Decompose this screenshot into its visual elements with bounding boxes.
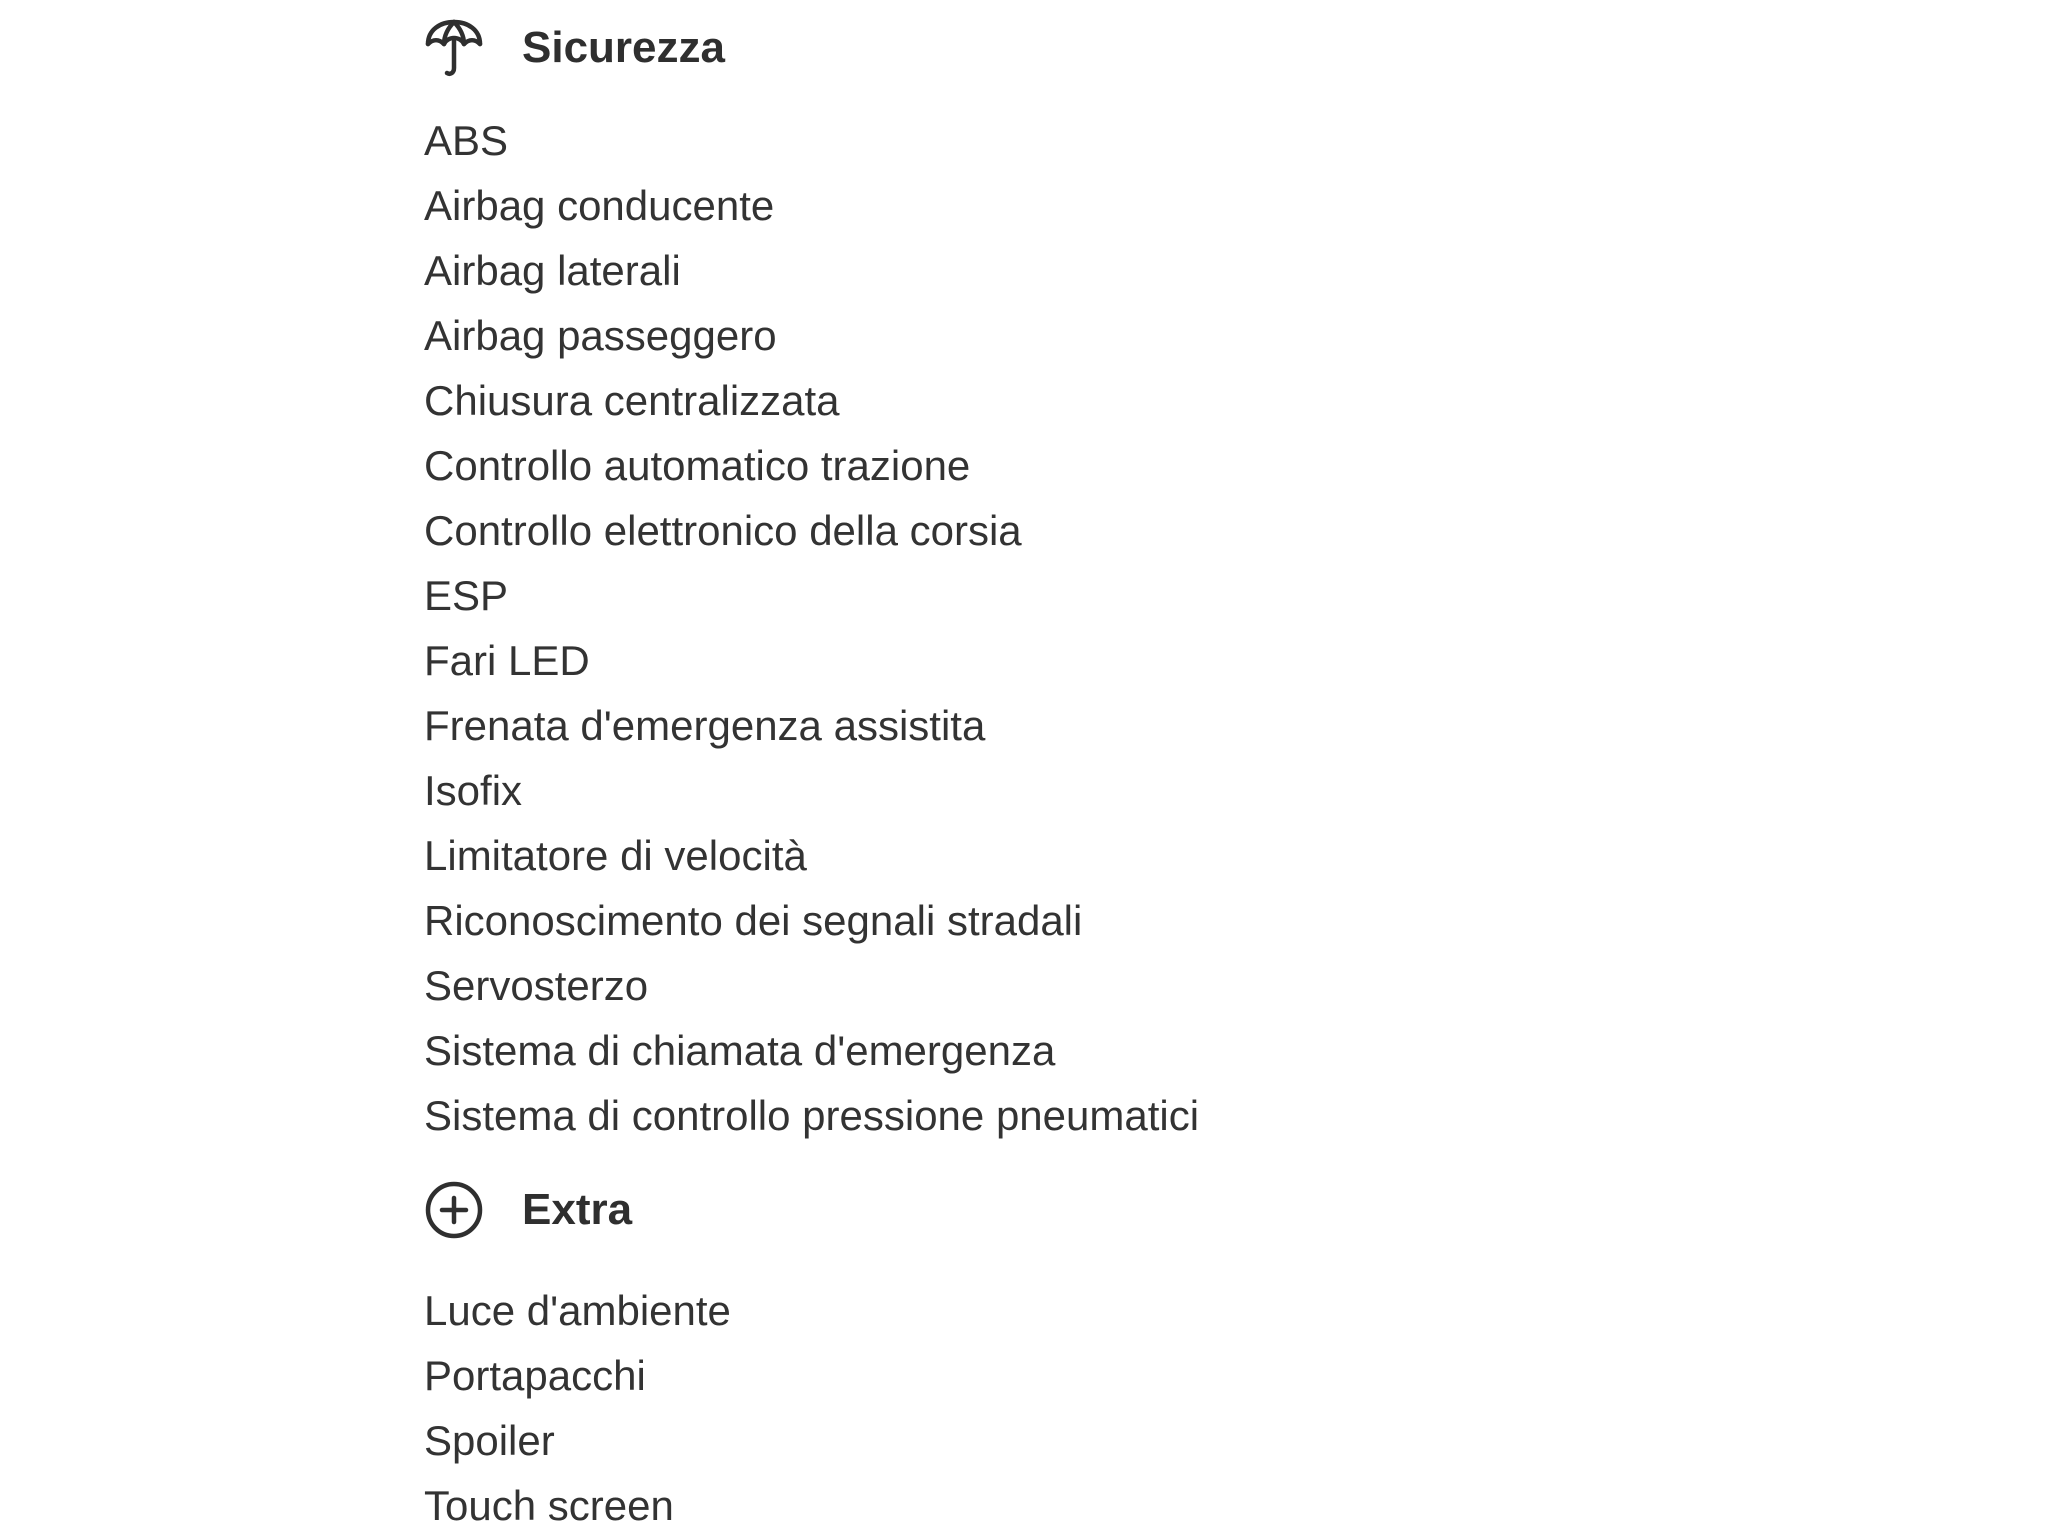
feature-list bbox=[424, 1278, 1824, 1536]
list-item: ESP bbox=[424, 572, 509, 619]
list-item: Airbag laterali bbox=[424, 247, 681, 294]
list-item: ABS bbox=[424, 117, 509, 164]
list-item: Touch screen bbox=[424, 1482, 674, 1529]
equipment-content bbox=[424, 0, 1824, 1536]
list-item: Riconoscimento dei segnali stradali bbox=[424, 897, 1083, 944]
plus-circle-icon bbox=[424, 1180, 484, 1240]
section-header-extra bbox=[424, 1162, 1824, 1258]
section-title: Sicurezza bbox=[522, 23, 725, 72]
list-item: Airbag passeggero bbox=[424, 312, 777, 359]
list-item: Controllo automatico trazione bbox=[424, 442, 971, 489]
section-title: Extra bbox=[522, 1185, 633, 1234]
list-item: Fari LED bbox=[424, 637, 590, 684]
list-item: Sistema di chiamata d'emergenza bbox=[424, 1027, 1056, 1074]
list-item: Frenata d'emergenza assistita bbox=[424, 702, 986, 749]
list-item: Sistema di controllo pressione pneumatici bbox=[424, 1092, 1200, 1139]
umbrella-icon bbox=[424, 18, 484, 78]
section-extra bbox=[424, 1162, 1824, 1536]
list-item: Portapacchi bbox=[424, 1352, 646, 1399]
list-item: Limitatore di velocità bbox=[424, 832, 807, 879]
feature-list bbox=[424, 108, 1824, 1148]
list-item: Controllo elettronico della corsia bbox=[424, 507, 1022, 554]
section-sicurezza bbox=[424, 0, 1824, 1148]
list-item: Chiusura centralizzata bbox=[424, 377, 840, 424]
list-item: Luce d'ambiente bbox=[424, 1287, 731, 1334]
list-item: Airbag conducente bbox=[424, 182, 775, 229]
list-item: Spoiler bbox=[424, 1417, 555, 1464]
section-header-sicurezza bbox=[424, 0, 1824, 96]
list-item: Isofix bbox=[424, 767, 523, 814]
list-item: Servosterzo bbox=[424, 962, 649, 1009]
